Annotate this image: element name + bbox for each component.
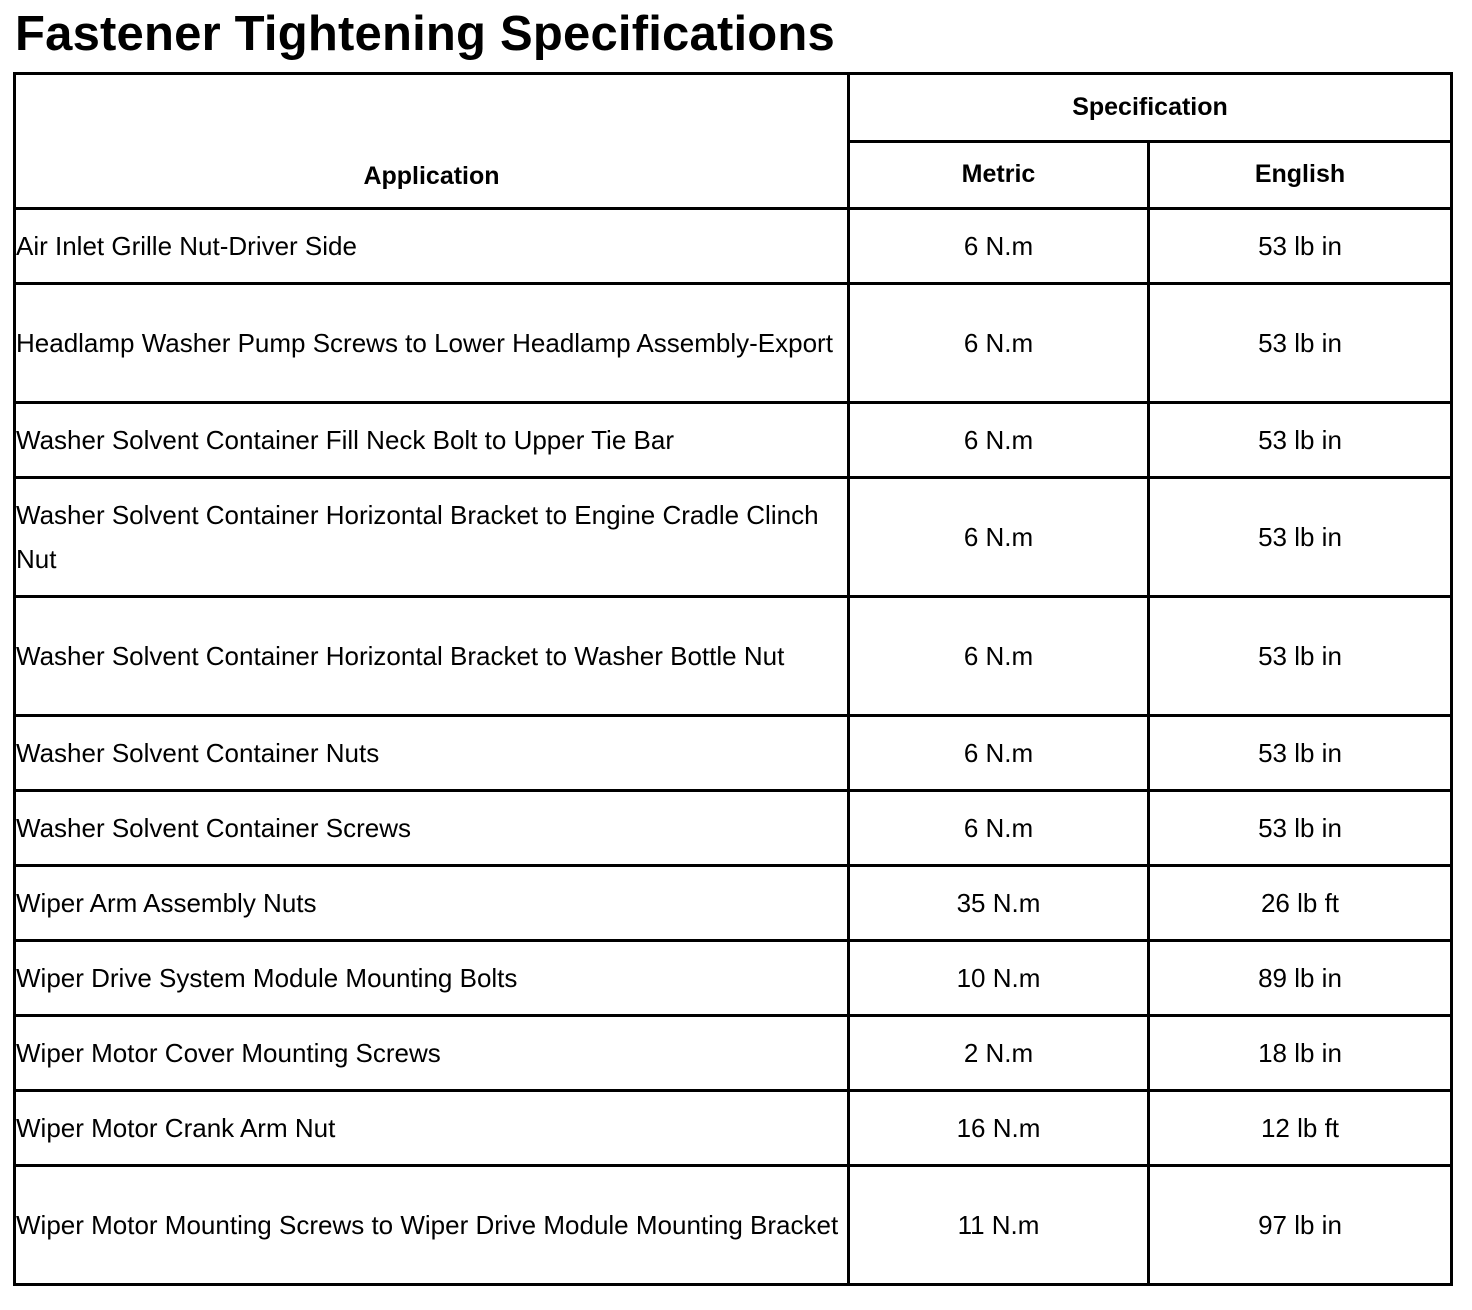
specification-header: Specification [849,74,1452,142]
table-row [15,597,1452,716]
table-row [15,478,1452,597]
metric-cell: 2 N.m [849,1016,1149,1091]
table-row [15,866,1452,941]
metric-cell: 35 N.m [849,866,1149,941]
english-cell: 53 lb in [1149,791,1452,866]
application-cell: Wiper Motor Mounting Screws to Wiper Drive Module Mounting Bracket [15,1166,849,1285]
application-cell: Wiper Drive System Module Mounting Bolts [15,941,849,1016]
metric-header: Metric [849,141,1149,209]
table-row [15,403,1452,478]
english-cell: 89 lb in [1149,941,1452,1016]
metric-cell: 6 N.m [849,791,1149,866]
english-cell: 53 lb in [1149,209,1452,284]
metric-cell: 10 N.m [849,941,1149,1016]
english-cell: 53 lb in [1149,597,1452,716]
english-cell: 97 lb in [1149,1166,1452,1285]
application-cell: Washer Solvent Container Horizontal Bracket to Engine Cradle Clinch Nut [15,478,849,597]
metric-cell: 11 N.m [849,1166,1149,1285]
table-row [15,1091,1452,1166]
application-cell: Washer Solvent Container Horizontal Bracket to Washer Bottle Nut [15,597,849,716]
table-row [15,716,1452,791]
english-header: English [1149,141,1452,209]
english-cell: 12 lb ft [1149,1091,1452,1166]
application-cell: Wiper Motor Crank Arm Nut [15,1091,849,1166]
metric-cell: 6 N.m [849,597,1149,716]
english-cell: 53 lb in [1149,284,1452,403]
english-cell: 53 lb in [1149,716,1452,791]
application-cell: Wiper Arm Assembly Nuts [15,866,849,941]
metric-cell: 6 N.m [849,403,1149,478]
page-title: Fastener Tightening Specifications [15,7,835,61]
table-row [15,1016,1452,1091]
application-cell: Washer Solvent Container Fill Neck Bolt to Upper Tie Bar [15,403,849,478]
english-cell: 18 lb in [1149,1016,1452,1091]
metric-cell: 6 N.m [849,209,1149,284]
table-row [15,209,1452,284]
table-row [15,941,1452,1016]
application-cell: Headlamp Washer Pump Screws to Lower Headlamp Assembly-Export [15,284,849,403]
application-cell: Wiper Motor Cover Mounting Screws [15,1016,849,1091]
table-row [15,1166,1452,1285]
metric-cell: 16 N.m [849,1091,1149,1166]
metric-cell: 6 N.m [849,716,1149,791]
table-row [15,791,1452,866]
application-cell: Air Inlet Grille Nut-Driver Side [15,209,849,284]
specifications-table [13,72,1453,1286]
application-header: Application [15,74,849,209]
application-cell: Washer Solvent Container Nuts [15,716,849,791]
metric-cell: 6 N.m [849,284,1149,403]
english-cell: 53 lb in [1149,403,1452,478]
application-cell: Washer Solvent Container Screws [15,791,849,866]
metric-cell: 6 N.m [849,478,1149,597]
table-row [15,284,1452,403]
english-cell: 53 lb in [1149,478,1452,597]
english-cell: 26 lb ft [1149,866,1452,941]
